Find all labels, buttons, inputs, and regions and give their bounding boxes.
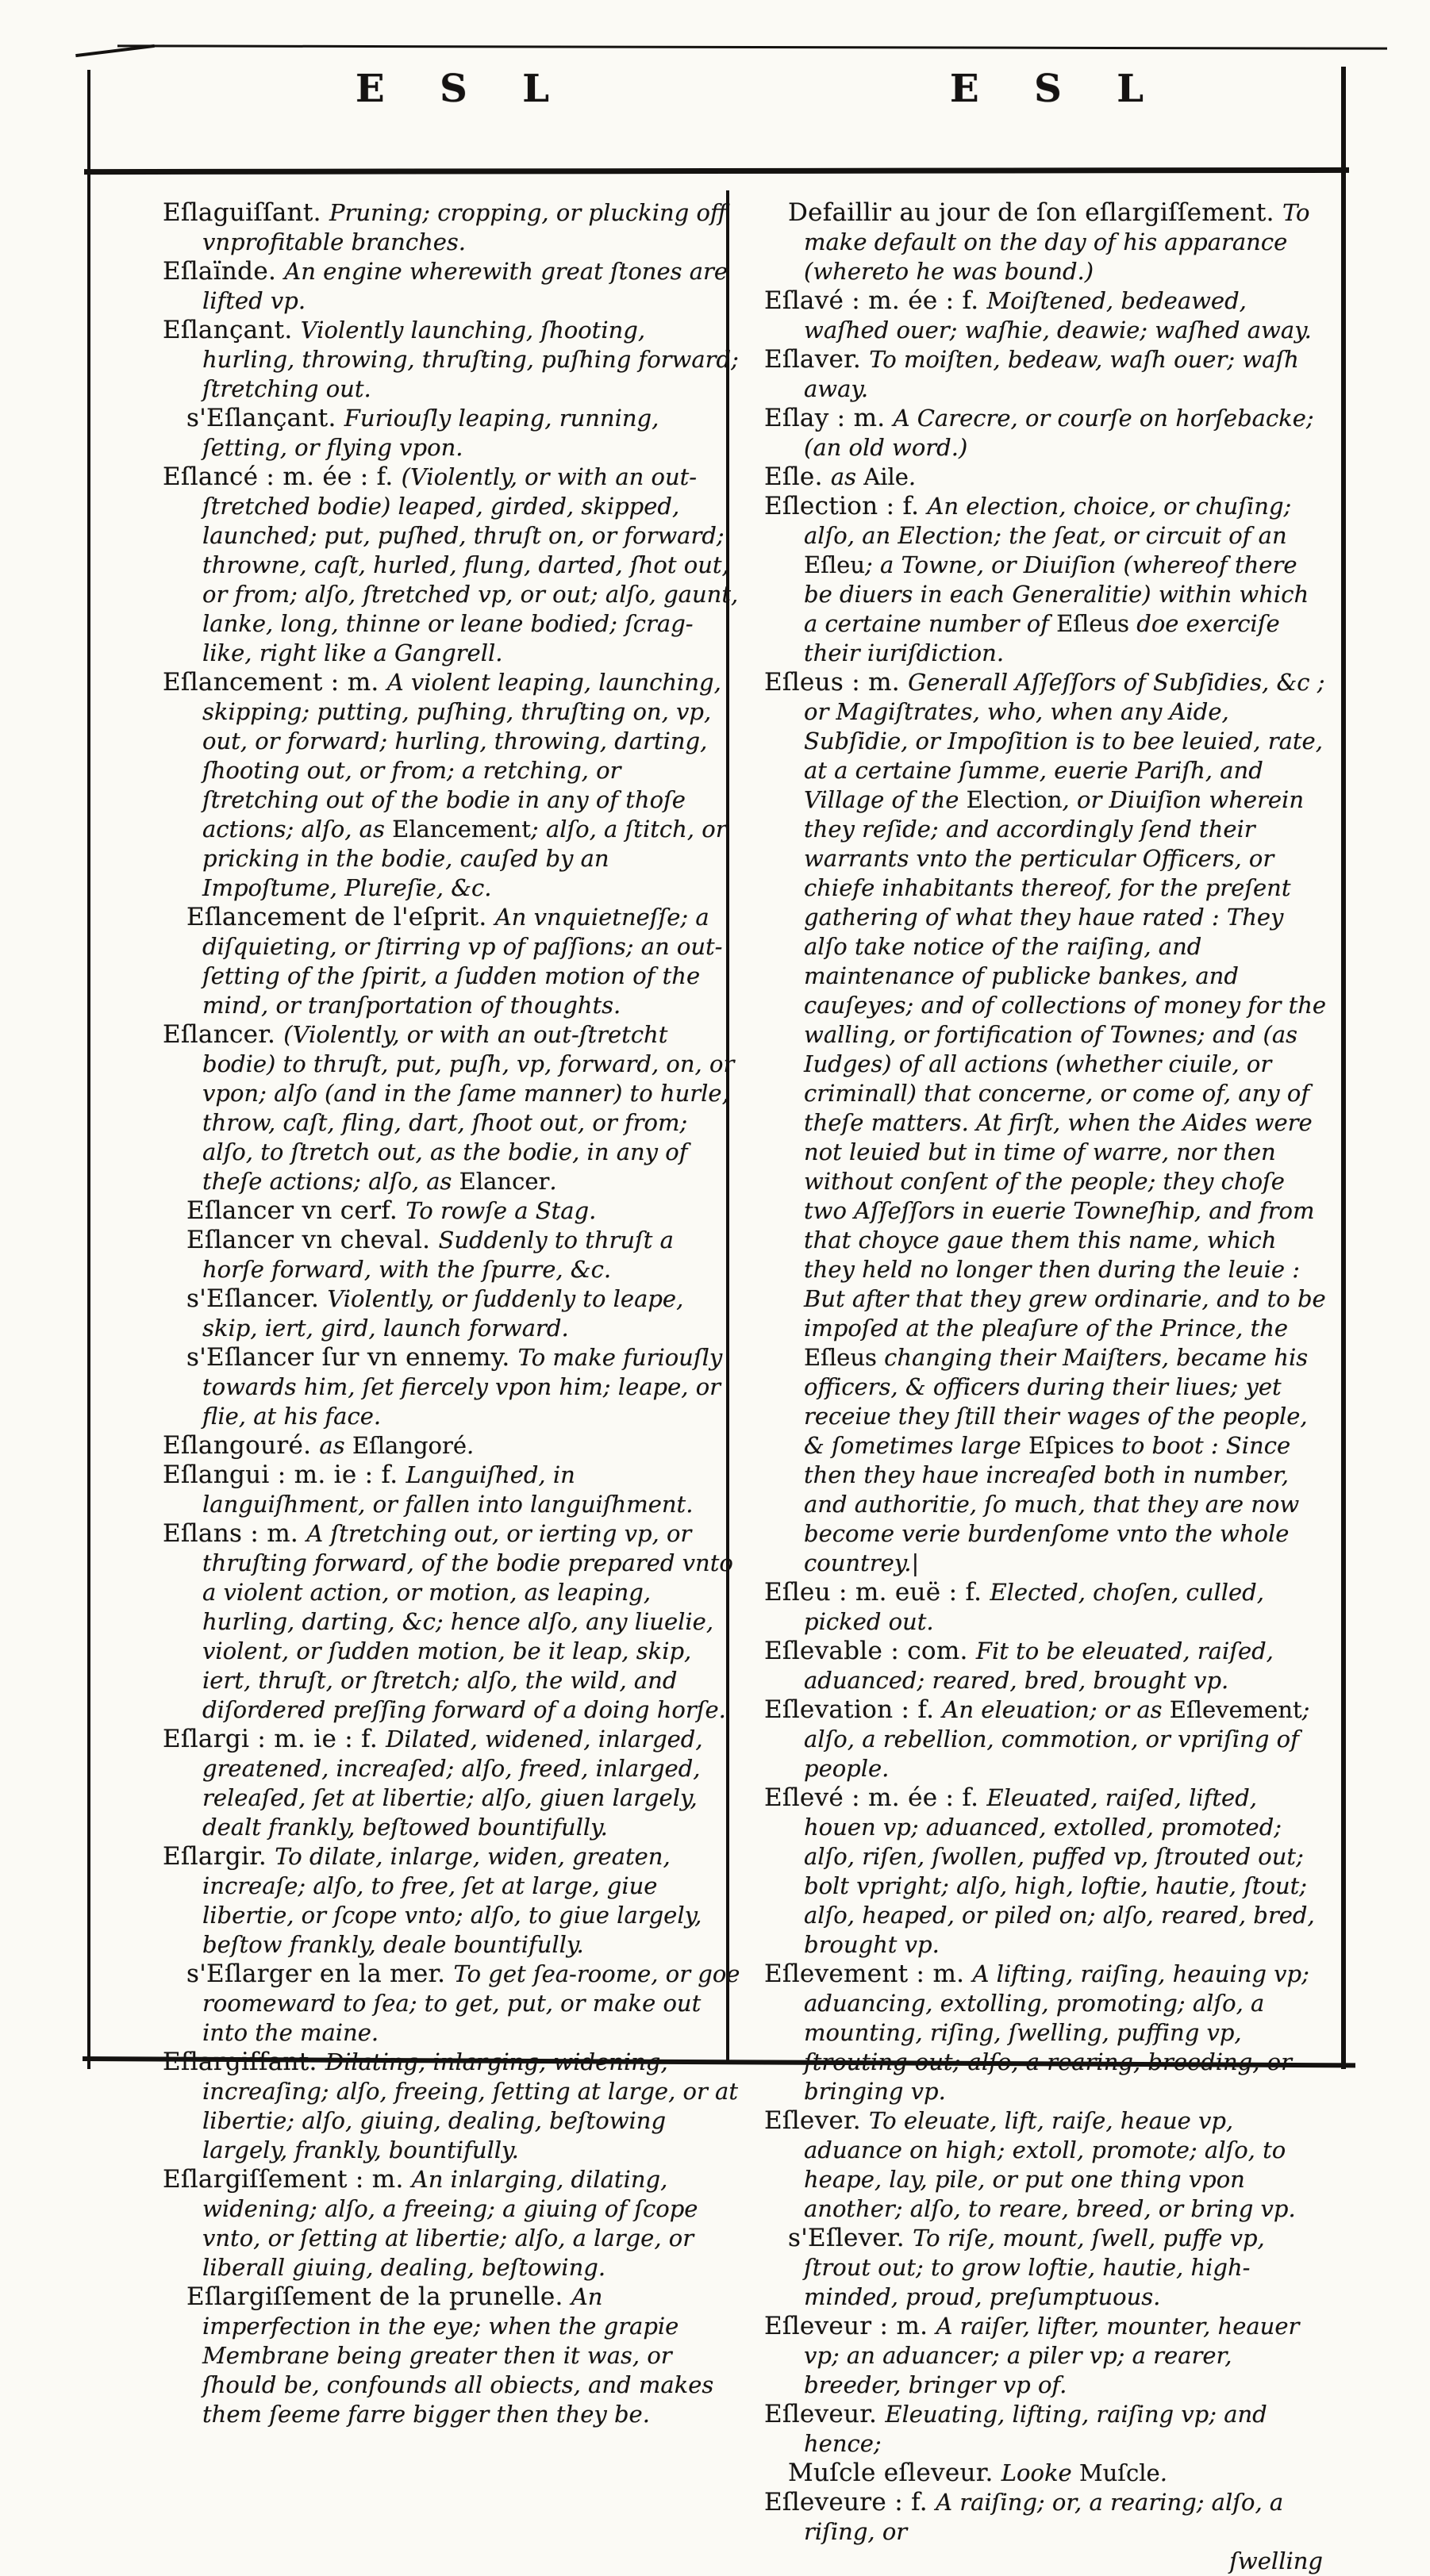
right-column	[764, 198, 1329, 2576]
dictionary-entry	[764, 286, 1329, 345]
dictionary-entry	[764, 1783, 1329, 1960]
dictionary-entry	[163, 2282, 742, 2429]
definition: Elected, choſen, culled, picked out.	[804, 1579, 1264, 1635]
definition: Violently, or ſuddenly to leape, skip, iert, gird, launch forward.	[202, 1285, 684, 1342]
dictionary-entry	[764, 2312, 1329, 2400]
headword: Eſlay : m.	[764, 404, 894, 432]
dictionary-entry	[163, 1725, 742, 1842]
definition: as Eſlangoré.	[319, 1432, 475, 1459]
definition: (Violently, or with an out-ſtretcht bodie) to thruſt, put, puſh, vp, forward, on, or vpon; alſo (and in the ſame manner) to hurle, throw, caſt, fling, dart, ſhoot out, or from; alſo, to ſtretch out, as the bodie, in any of theſe actions; alſo, as Elancer.	[202, 1021, 735, 1195]
definition: Eleuated, raiſed, lifted, houen vp; aduanced, extolled, promoted; alſo, riſen, ſwollen, puffed vp, ſtrouted out; bolt vpright; alſo, high, loftie, hautie, ſtout; alſo, heaped, or piled on; alſo, reared, bred, brought vp.	[804, 1784, 1315, 1958]
dictionary-entry	[764, 1578, 1329, 1637]
definition: An engine wherewith great ſtones are lifted vp.	[202, 258, 728, 314]
headword: Eſlargir.	[163, 1842, 275, 1871]
dictionary-entry	[764, 668, 1329, 1578]
definition: To get ſea-roome, or goe roomeward to ſea; to get, put, or make out into the maine.	[202, 1960, 740, 2046]
left-border-rule	[87, 70, 90, 2069]
headword: s'Eſlancer.	[186, 1284, 328, 1313]
headword: Eſleveure : f.	[764, 2488, 936, 2516]
catchword: ſwelling	[1229, 2547, 1323, 2574]
dictionary-entry	[163, 257, 742, 316]
dictionary-entry	[163, 1020, 742, 1196]
running-head-right: E S L	[949, 67, 1165, 111]
dictionary-entry	[764, 1637, 1329, 1695]
dictionary-entry	[163, 1960, 742, 2048]
dictionary-entry	[163, 668, 742, 903]
headword: s'Eſlançant.	[186, 404, 344, 432]
definition: Eleuating, lifting, raiſing vp; and hence;	[804, 2401, 1267, 2457]
dictionary-entry	[163, 463, 742, 668]
definition: Pruning; cropping, or plucking off vnprofitable branches.	[202, 199, 727, 255]
headword: Eſlever.	[764, 2106, 870, 2135]
headword: Eſlangouré.	[163, 1431, 320, 1460]
headword: Eſlancer vn cheval.	[186, 1226, 439, 1254]
dictionary-entry	[163, 1431, 742, 1461]
definition: A raiſing; or, a rearing; alſo, a riſing, or	[804, 2489, 1284, 2545]
headword: Eſlevable : com.	[764, 1637, 976, 1665]
headword: Eſlargiſſement de la prunelle.	[186, 2282, 571, 2311]
definition: To eleuate, lift, raiſe, heaue vp, aduance on high; extoll, promote; alſo, to heape, lay, pile, or put one thing vpon another; alſo, to reare, breed, or bring vp.	[804, 2107, 1296, 2222]
headword: Eſlans : m.	[163, 1519, 307, 1548]
definition: as Aile.	[830, 463, 917, 490]
headword: Eſlancement de l'eſprit.	[186, 903, 495, 931]
dictionary-entry	[163, 1842, 742, 1960]
header-rule	[84, 167, 1349, 175]
dictionary-entry	[163, 1461, 742, 1519]
headword: Eſlaguiſſant.	[163, 198, 329, 227]
definition: A lifting, raiſing, heauing vp; aduancing, extolling, promoting; alſo, a mounting, riſing, ſwelling, puffing vp, ſtrouting out; alſo, a rearing, breeding, or bringing vp.	[804, 1960, 1309, 2105]
dictionary-entry	[764, 404, 1329, 463]
headword: Eſlaïnde.	[163, 257, 285, 286]
dictionary-entry	[163, 2165, 742, 2282]
dictionary-entry	[764, 492, 1329, 668]
definition: Violently launching, ſhooting, hurling, throwing, thruſting, puſhing forward; ſtretching out.	[202, 317, 739, 402]
headword: Defaillir au jour de ſon eſlargiſſement.	[788, 198, 1282, 227]
headword: Eſlaver.	[764, 345, 870, 374]
definition: Generall Aſſeſſors of Subſidies, &c ; or Magiſtrates, who, when any Aide, Subſidie, or Impoſition is to bee leuied, rate, at a certaine ſumme, euerie Pariſh, and Village of the Election, or Diuiſion wherein they reſide; and accordingly ſend their warrants vnto the perticular Officers, or chiefe inhabitants thereof, for the preſent gathering of what they haue rated : They alſo take notice of the raiſing, and maintenance of publicke bankes, and cauſeyes; and of collections of money for the walling, or fortification of Townes; and (as Iudges) of all actions (whether ciuile, or criminall) that concerne, or come of, any of theſe matters. At firſt, when the Aides were not leuied but in time of warre, nor then without conſent of the people; they choſe two Aſſeſſors in euerie Towneſhip, and from that choyce gaue them this name, which they held no longer then during the leuie : But after that they grew ordinarie, and to be impoſed at the pleaſure of the Prince, the Eſleus changing their Maiſters, became his officers, & officers during their liues; yet receiue they ſtill their wages of the people, & ſometimes large Eſpices to boot : Since then they haue increaſed both in number, and authoritie, ſo much, that they are now become verie burdenſome vnto the whole countrey.|	[804, 669, 1327, 1576]
headword: Eſle.	[764, 463, 831, 491]
dictionary-entry	[764, 2400, 1329, 2459]
definition: To make default on the day of his apparance (whereto he was bound.)	[804, 199, 1310, 285]
dictionary-entry	[163, 1343, 742, 1431]
headword: Eſleveur : m.	[764, 2312, 936, 2340]
definition: An election, choice, or chuſing; alſo, an Election; the ſeat, or circuit of an Eſleu; a Towne, or Diuiſion (whereof there be diuers in each Generalitie) within which a certaine number of Eſleus doe exerciſe their iuriſdiction.	[804, 493, 1309, 666]
dictionary-entry	[764, 1695, 1329, 1783]
headword: Eſlançant.	[163, 316, 301, 344]
headword: Eſleveur.	[764, 2400, 886, 2428]
headword: Eſlancer vn cerf.	[186, 1196, 406, 1225]
headword: Eſlancer.	[163, 1020, 284, 1049]
definition: Moiſtened, bedeawed, waſhed ouer; waſhie, deawie; waſhed away.	[804, 287, 1312, 344]
dictionary-entry	[764, 2459, 1329, 2488]
dictionary-entry	[163, 316, 742, 404]
definition: An eleuation; or as Eſlevement; alſo, a rebellion, commotion, or vpriſing of people.	[804, 1696, 1310, 1782]
definition: An imperfection in the eye; when the grapie Membrane being greater then it was, or ſhould be, confounds all obiects, and makes them ſeeme farre bigger then they be.	[202, 2283, 714, 2428]
definition: An vnquietneſſe; a diſquieting, or ſtirring vp of paſſions; an out-ſetting of the ſpirit, a ſudden motion of the mind, or tranſportation of thoughts.	[202, 904, 723, 1019]
headword: Eſlargiſſement : m.	[163, 2165, 412, 2194]
dictionary-entry	[163, 1284, 742, 1343]
definition: To rowſe a Stag.	[406, 1197, 597, 1224]
headword: Muſcle eſleveur.	[788, 2459, 1001, 2487]
dictionary-entry	[764, 463, 1329, 492]
definition: Dilating, inlarging, widening, increaſing; alſo, freeing, ſetting at large, or at libertie; alſo, giuing, dealing, beſtowing largely, frankly, bountifully.	[202, 2048, 738, 2163]
definition: To dilate, inlarge, widen, greaten, increaſe; alſo, to free, ſet at large, giue libertie, or ſcope vnto; alſo, to giue largely, beſtow frankly, deale bountifully.	[202, 1843, 702, 1958]
headword: Eſlangui : m. ie : f.	[163, 1461, 406, 1489]
headword: Eſlargi : m. ie : f.	[163, 1725, 386, 1753]
page-top-edge-line	[117, 44, 1387, 49]
headword: s'Eſlancer ſur vn ennemy.	[186, 1343, 518, 1372]
dictionary-entry	[764, 2106, 1329, 2224]
definition: Languiſhed, in languiſhment, or fallen into languiſhment.	[202, 1461, 694, 1518]
definition: An inlarging, dilating, widening; alſo, a freeing; a giuing of ſcope vnto, or ſetting at libertie; alſo, a large, or liberall giuing, dealing, beſtowing.	[202, 2166, 698, 2281]
headword: Eſlevation : f.	[764, 1695, 943, 1724]
definition: Fit to be eleuated, raiſed, aduanced; reared, bred, brought vp.	[804, 1637, 1274, 1694]
dictionary-entry	[764, 1960, 1329, 2106]
headword: Eſlancé : m. ée : f.	[163, 463, 402, 491]
right-border-rule	[1341, 67, 1346, 2069]
headword: Eſlavé : m. ée : f.	[764, 286, 987, 315]
dictionary-entry	[163, 1226, 742, 1284]
headword: Eſleu : m. euë : f.	[764, 1578, 990, 1607]
definition: (Violently, or with an out-ſtretched bodie) leaped, girded, skipped, launched; put, puſhed, thruſt on, or forward; throwne, caſt, hurled, flung, darted, ſhot out, or from; alſo, ſtretched vp, or out; alſo, gaunt, lanke, long, thinne or leane bodied; ſcrag-like, right like a Gangrell.	[202, 463, 739, 666]
headword: Eſlection : f.	[764, 492, 928, 520]
dictionary-entry	[764, 345, 1329, 404]
definition: To moiſten, bedeaw, waſh ouer; waſh away.	[804, 346, 1299, 402]
definition: A violent leaping, launching, skipping; putting, puſhing, thruſting on, vp, out, or forward; hurling, throwing, darting, ſhooting out, or from; a retching, or ſtretching out of the bodie in any of thoſe actions; alſo, as Elancement; alſo, a ſtitch, or pricking in the bodie, cauſed by an Impoſtume, Plureſie, &c.	[202, 669, 727, 901]
headword: Eſlancement : m.	[163, 668, 387, 697]
definition: A ſtretching out, or ierting vp, or thruſting forward, of the bodie prepared vnto a violent action, or motion, as leaping, hurling, darting, &c; hence alſo, any liuelie, violent, or ſudden motion, be it leap, skip, iert, thruſt, or ſtretch; alſo, the wild, and diſordered preſſing forward of a doing horſe.	[202, 1520, 733, 1723]
headword: s'Eſlarger en la mer.	[186, 1960, 454, 1988]
definition: Looke Muſcle.	[1001, 2459, 1167, 2486]
definition: Dilated, widened, inlarged, greatened, increaſed; alſo, freed, inlarged, releaſed, ſet at libertie; alſo, giuen largely, dealt frankly, beſtowed bountifully.	[202, 1726, 703, 1841]
definition: To make furiouſly towards him, ſet fiercely vpon him; leape, or flie, at his face.	[202, 1344, 723, 1430]
definition: A Carecre, or courſe on horſebacke; (an old word.)	[804, 405, 1314, 461]
definition: To riſe, mount, ſwell, puffe vp, ſtrout out; to grow loftie, hautie, high-minded, proud, preſumptuous.	[804, 2225, 1265, 2310]
headword: s'Eſlever.	[788, 2224, 913, 2252]
dictionary-entry	[163, 1196, 742, 1226]
dictionary-entry	[764, 198, 1329, 286]
definition: Furiouſly leaping, running, ſetting, or flying vpon.	[202, 405, 659, 461]
dictionary-entry	[163, 404, 742, 463]
dictionary-entry	[764, 2488, 1329, 2547]
page-corner-mark	[75, 44, 155, 57]
definition: A raiſer, lifter, mounter, heauer vp; an aduancer; a piler vp; a rearer, breeder, bringer vp of.	[804, 2313, 1300, 2398]
dictionary-entry	[764, 2224, 1329, 2312]
headword: Eſlargiſſant.	[163, 2048, 325, 2076]
headword: Eſlevement : m.	[764, 1960, 973, 1988]
dictionary-entry	[163, 1519, 742, 1725]
headword: Eſleus : m.	[764, 668, 909, 697]
left-column	[163, 198, 742, 2429]
running-head-left: E S L	[355, 67, 571, 111]
headword: Eſlevé : m. ée : f.	[764, 1783, 987, 1812]
dictionary-entry	[163, 2048, 742, 2165]
dictionary-entry	[163, 198, 742, 257]
dictionary-entry	[163, 903, 742, 1020]
definition: Suddenly to thruſt a horſe forward, with the ſpurre, &c.	[202, 1227, 674, 1283]
